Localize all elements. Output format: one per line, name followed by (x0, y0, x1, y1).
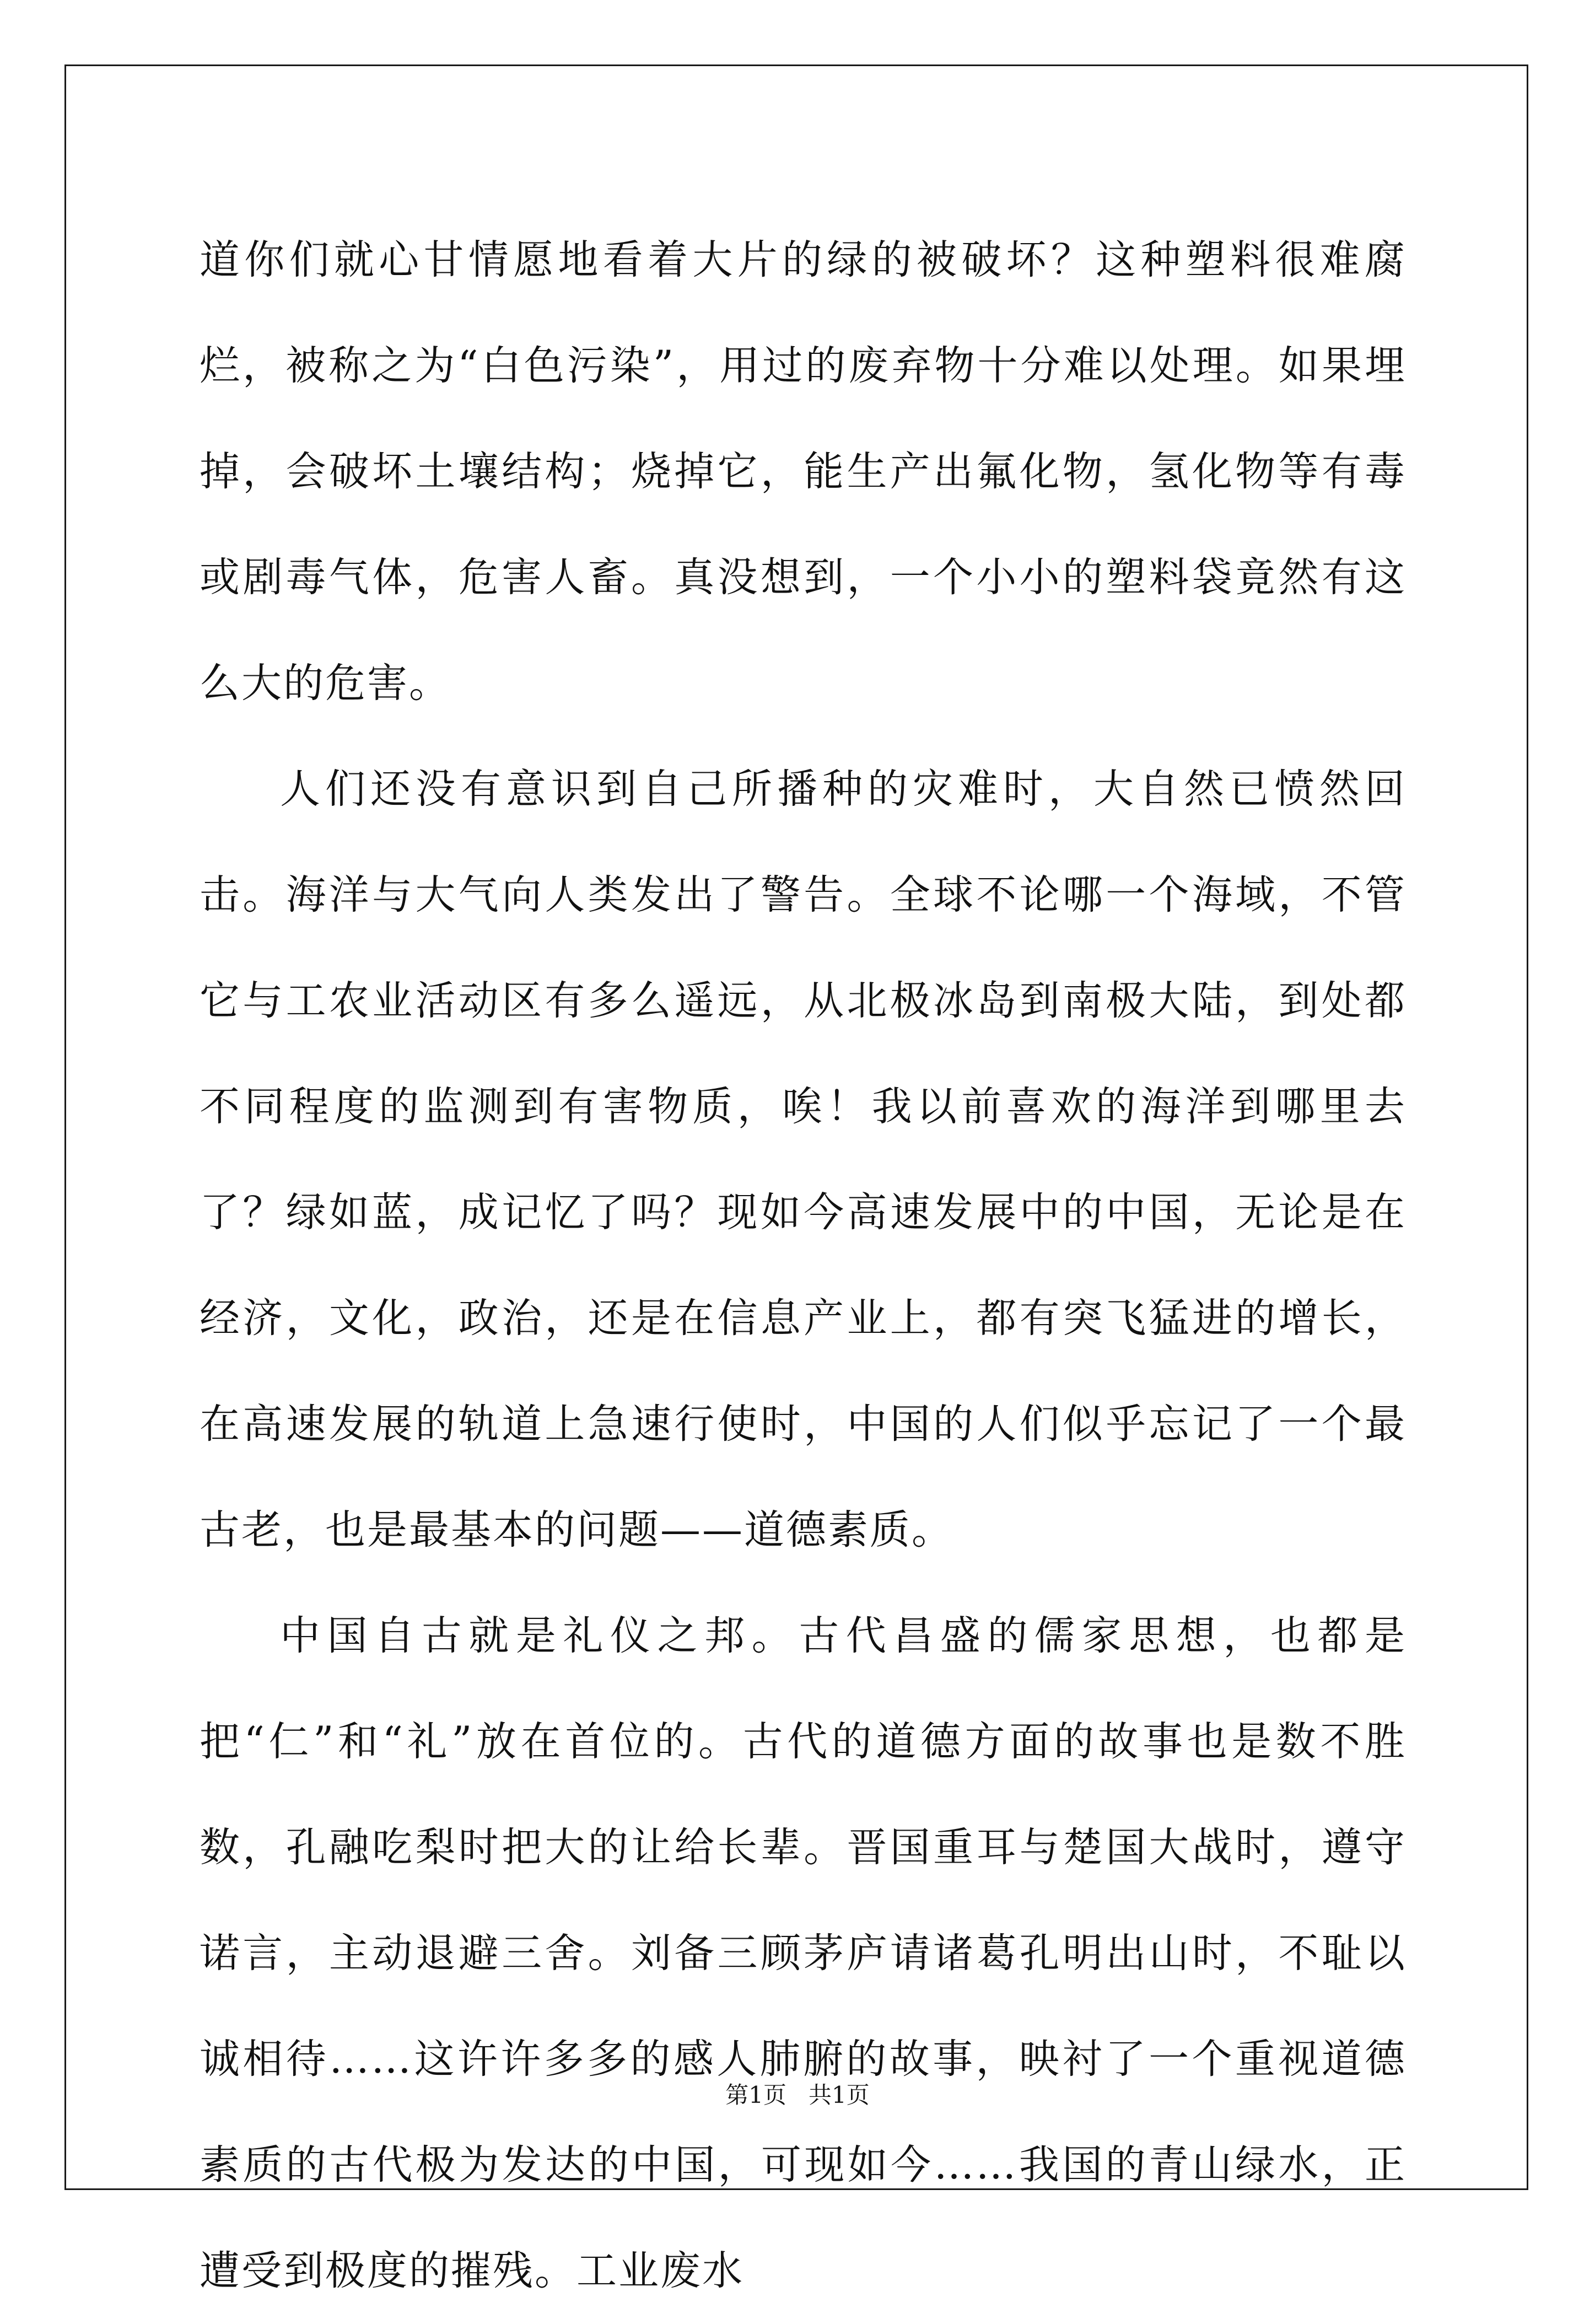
page-footer (0, 2077, 1595, 2110)
paragraph-3: 中国自古就是礼仪之邦。古代昌盛的儒家思想，也都是把“仁”和“礼”放在首位的。古代的道德方面的故事也是数不胜数，孔融吃梨时把大的让给长辈。晋国重耳与楚国大战时，遵守诺言，主动退避三舍。刘备三顾茅庐请诸葛孔明出山时，不耻以诚相待……这许许多多的感人肺腑的故事，映衬了一个重视道德素质的古代极为发达的中国，可现如今……我国的青山绿水，正遭受到极度的摧残。工业废水 (200, 1612, 1407, 2294)
document-body (200, 207, 1407, 2324)
paragraph-1: 道你们就心甘情愿地看着大片的绿的被破坏？这种塑料很难腐烂，被称之为“白色污染”，用过的废弃物十分难以处理。如果埋掉，会破坏土壤结构；烧掉它，能生产出氟化物，氢化物等有毒或剧毒气体，危害人畜。真没想到，一个小小的塑料袋竟然有这么大的危害。 (200, 236, 1407, 707)
paragraph-2: 人们还没有意识到自己所播种的灾难时，大自然已愤然回击。海洋与大气向人类发出了警告。全球不论哪一个海域，不管它与工农业活动区有多么遥远，从北极冰岛到南极大陆，到处都不同程度的监测到有害物质，唉！我以前喜欢的海洋到哪里去了？绿如蓝，成记忆了吗？现如今高速发展中的中国，无论是在经济，文化，政治，还是在信息产业上，都有突飞猛进的增长，在高速发展的轨道上急速行使时，中国的人们似乎忘记了一个最古老，也是最基本的问题——道德素质。 (200, 766, 1407, 1553)
page-total: 共1页 (809, 2081, 870, 2108)
page-number: 第1页 (725, 2081, 786, 2108)
